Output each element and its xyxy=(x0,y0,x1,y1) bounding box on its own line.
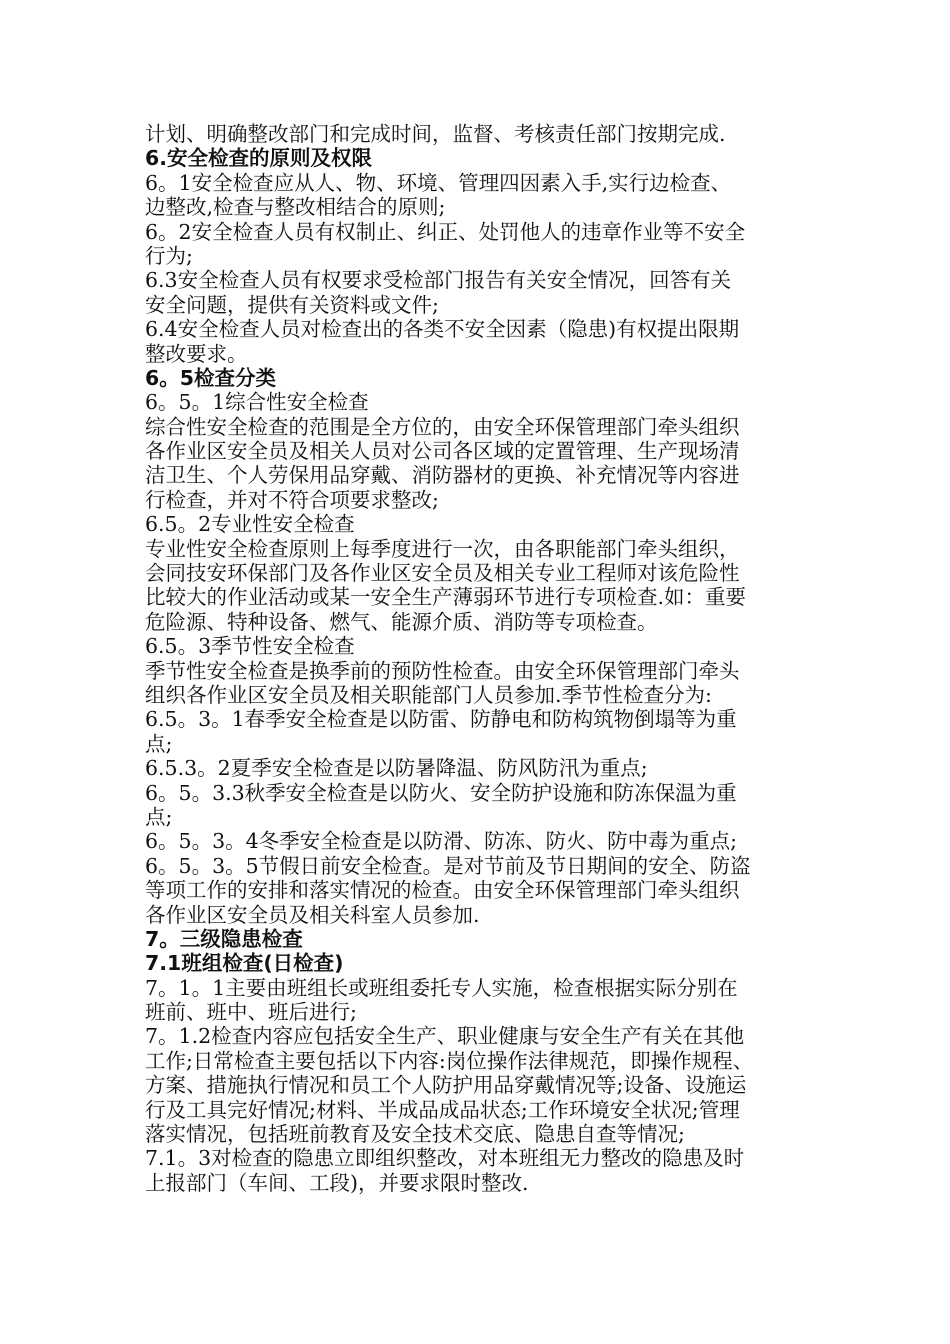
body-text-line: 洁卫生、个人劳保用品穿戴、消防器材的更换、补充情况等内容进 xyxy=(145,463,740,488)
body-text-line: 6.5.3。2夏季安全检查是以防暑降温、防风防汛为重点; xyxy=(145,756,648,781)
body-text-line: 6.5。2专业性安全检查 xyxy=(145,512,355,537)
body-text-line: 6.5。3。1春季安全检查是以防雷、防静电和防构筑物倒塌等为重 xyxy=(145,707,737,732)
body-text-line: 会同技安环保部门及各作业区安全员及相关专业工程师对该危险性 xyxy=(145,561,740,586)
body-text-line: 组织各作业区安全员及相关职能部门人员参加.季节性检查分为: xyxy=(145,682,712,707)
body-text-line: 6。5。1综合性安全检查 xyxy=(145,390,369,415)
body-text-line: 等项工作的安排和落实情况的检查。由安全环保管理部门牵头组织 xyxy=(145,878,740,903)
body-text-line: 点; xyxy=(145,804,173,829)
body-text-line: 6。5。3。4冬季安全检查是以防滑、防冻、防火、防中毒为重点; xyxy=(145,829,738,854)
body-text-line: 班前、班中、班后进行; xyxy=(145,1000,357,1025)
section-heading: 7。三级隐患检查 xyxy=(145,926,303,951)
body-text-line: 安全问题，提供有关资料或文件; xyxy=(145,292,439,317)
body-text-line: 行为; xyxy=(145,243,193,268)
body-text-line: 6。5。3.3秋季安全检查是以防火、安全防护设施和防冻保温为重 xyxy=(145,780,737,805)
body-text-line: 季节性安全检查是换季前的预防性检查。由安全环保管理部门牵头 xyxy=(145,658,740,683)
section-heading: 6.安全检查的原则及权限 xyxy=(145,146,373,171)
body-text-line: 6.3安全检查人员有权要求受检部门报告有关安全情况，回答有关 xyxy=(145,268,732,293)
document-page xyxy=(145,122,825,1195)
body-text-line: 6。5。3。5节假日前安全检查。是对节前及节日期间的安全、防盗 xyxy=(145,853,751,878)
body-text-line: 各作业区安全员及相关人员对公司各区域的定置管理、生产现场清 xyxy=(145,439,740,464)
body-text-line: 7。1.2检查内容应包括安全生产、职业健康与安全生产有关在其他 xyxy=(145,1024,745,1049)
body-text-line: 方案、措施执行情况和员工个人防护用品穿戴情况等;设备、设施运 xyxy=(145,1073,747,1098)
body-text-line: 专业性安全检查原则上每季度进行一次，由各职能部门牵头组织， xyxy=(145,536,740,561)
body-text-line: 6。2安全检查人员有权制止、纠正、处罚他人的违章作业等不安全 xyxy=(145,219,746,244)
body-text-line: 整改要求。 xyxy=(145,341,248,366)
body-text-line: 工作;日常检查主要包括以下内容:岗位操作法律规范，即操作规程、 xyxy=(145,1048,754,1073)
body-text-line: 综合性安全检查的范围是全方位的，由安全环保管理部门牵头组织 xyxy=(145,414,740,439)
body-text-line: 6.4安全检查人员对检查出的各类不安全因素（隐患)有权提出限期 xyxy=(145,317,740,342)
body-text-line: 各作业区安全员及相关科室人员参加. xyxy=(145,902,480,927)
body-text-line: 行及工具完好情况;材料、半成品成品状态;工作环境安全状况;管理 xyxy=(145,1097,740,1122)
body-text-line: 危险源、特种设备、燃气、能源介质、消防等专项检查。 xyxy=(145,609,658,634)
body-text-line: 点; xyxy=(145,731,173,756)
body-text-line: 6.5。3季节性安全检查 xyxy=(145,634,355,659)
body-text-line: 行检查，并对不符合项要求整改; xyxy=(145,487,439,512)
body-text-line: 比较大的作业活动或某一安全生产薄弱环节进行专项检查.如：重要 xyxy=(145,585,747,610)
body-text-line: 7。1。1主要由班组长或班组委托专人实施，检查根据实际分别在 xyxy=(145,975,738,1000)
body-text-line: 计划、明确整改部门和完成时间，监督、考核责任部门按期完成. xyxy=(145,122,726,146)
body-text-line: 上报部门（车间、工段)，并要求限时整改. xyxy=(145,1170,529,1195)
body-text-line: 边整改,检查与整改相结合的原则; xyxy=(145,195,446,220)
body-text-line: 6。1安全检查应从人、物、环境、管理四因素入手,实行边检查、 xyxy=(145,170,732,195)
body-text-line: 7.1。3对检查的隐患立即组织整改，对本班组无力整改的隐患及时 xyxy=(145,1146,745,1171)
body-text-line: 落实情况，包括班前教育及安全技术交底、隐患自查等情况; xyxy=(145,1122,685,1147)
section-heading: 6。5检查分类 xyxy=(145,365,277,390)
section-heading: 7.1班组检查(日检查) xyxy=(145,951,344,976)
